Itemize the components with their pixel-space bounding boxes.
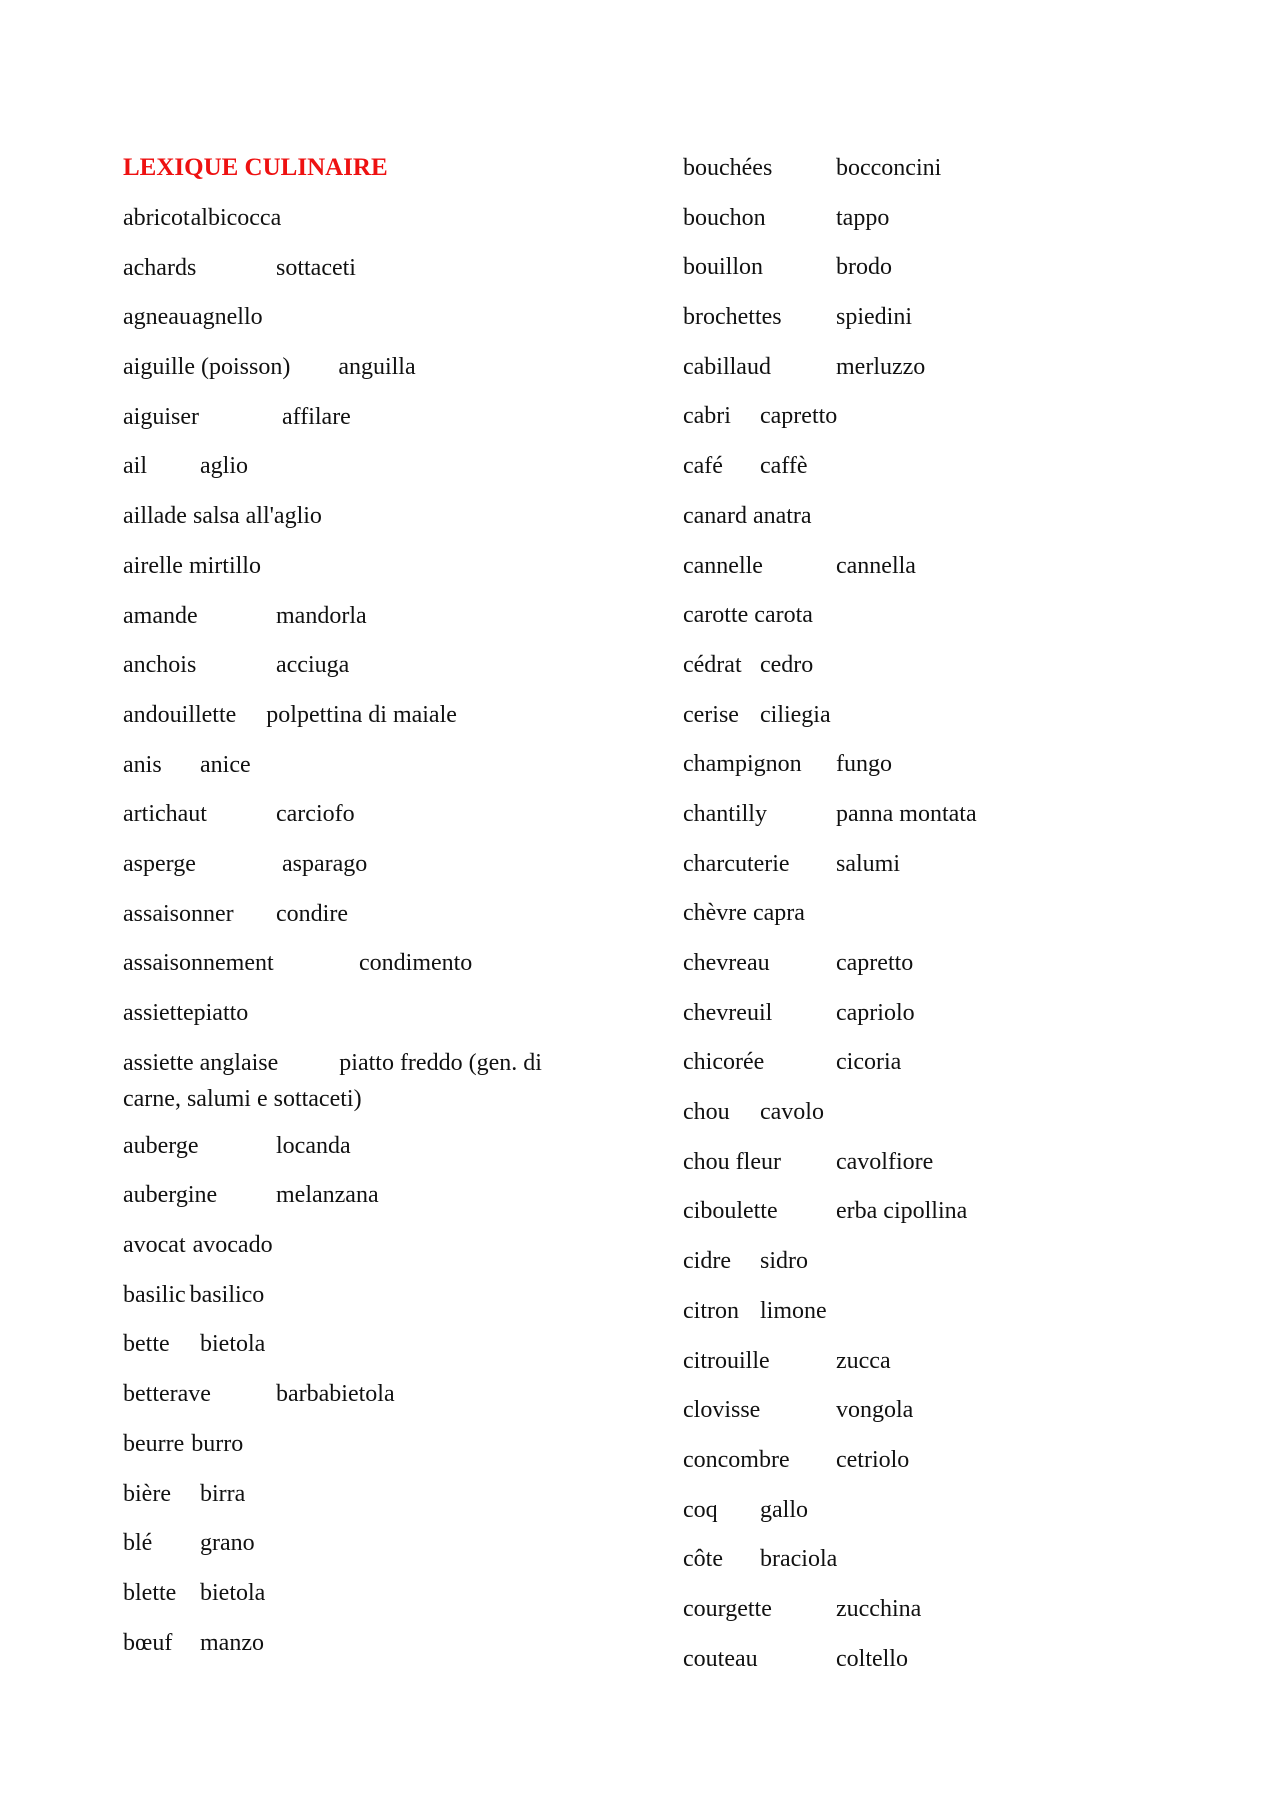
glossary-entry	[683, 349, 1103, 399]
glossary-entry	[683, 249, 1103, 299]
italian-translation: zucca	[836, 1347, 891, 1374]
italian-translation: cicoria	[836, 1049, 902, 1076]
french-term: airelle	[123, 552, 183, 579]
italian-translation: salumi	[836, 850, 900, 877]
glossary-entry	[683, 746, 1103, 796]
italian-translation: affilare	[282, 403, 351, 430]
french-term: concombre	[683, 1446, 790, 1473]
italian-translation: caffè	[760, 453, 808, 480]
french-term: bière	[123, 1480, 171, 1507]
italian-translation: carciofo	[276, 801, 355, 828]
french-term: basilic	[123, 1281, 186, 1308]
french-term: brochettes	[683, 304, 782, 331]
french-term: bouchées	[683, 155, 773, 181]
glossary-entry	[123, 1476, 593, 1526]
glossary-entry	[123, 349, 593, 399]
italian-translation: gallo	[760, 1496, 808, 1523]
glossary-entry	[683, 1044, 1103, 1094]
glossary-entry	[123, 747, 593, 797]
glossary-entry	[123, 1326, 593, 1376]
glossary-entry	[683, 1442, 1103, 1492]
glossary-entry	[683, 1541, 1103, 1591]
french-term: chicorée	[683, 1049, 765, 1076]
italian-translation: asparago	[282, 850, 368, 877]
glossary-entry	[683, 895, 1103, 945]
french-term: clovisse	[683, 1397, 761, 1424]
italian-translation: acciuga	[276, 652, 350, 679]
italian-translation: locanda	[276, 1132, 351, 1159]
italian-translation: sidro	[760, 1248, 808, 1275]
glossary-entry	[123, 697, 593, 747]
french-term: amande	[123, 602, 198, 629]
french-term: assaisonner	[123, 900, 234, 927]
italian-translation: cetriolo	[836, 1446, 910, 1473]
glossary-entry	[123, 448, 593, 498]
italian-translation: manzo	[200, 1629, 264, 1656]
italian-translation: mandorla	[276, 602, 367, 629]
french-term: cabri	[683, 403, 731, 430]
italian-translation: capriolo	[836, 999, 915, 1026]
french-term: avocat	[123, 1232, 186, 1259]
french-term: aillade	[123, 503, 187, 530]
french-term: chou	[683, 1099, 730, 1126]
glossary-entry	[123, 647, 593, 697]
glossary-entry	[683, 697, 1103, 747]
italian-translation: salsa all'aglio	[192, 503, 322, 530]
glossary-entry	[683, 945, 1103, 995]
french-term: couteau	[683, 1645, 758, 1672]
glossary-entry	[123, 1128, 593, 1178]
french-term: agneau	[123, 304, 191, 331]
glossary-entry	[683, 299, 1103, 349]
french-term: betterave	[123, 1381, 211, 1408]
french-term: bette	[123, 1331, 170, 1358]
italian-translation: mirtillo	[188, 552, 261, 579]
glossary-entry	[123, 1426, 593, 1476]
italian-translation: grano	[200, 1530, 255, 1557]
glossary-entry	[123, 846, 593, 896]
glossary-entry	[683, 1193, 1103, 1243]
italian-translation: bietola	[200, 1579, 266, 1606]
glossary-entry	[123, 945, 593, 995]
glossary-entry	[123, 1575, 593, 1625]
glossary-entry	[123, 1277, 593, 1327]
italian-translation: anice	[200, 751, 251, 778]
italian-translation: sottaceti	[276, 254, 356, 281]
glossary-entry	[123, 1625, 593, 1675]
glossary-entry	[683, 1641, 1103, 1691]
french-term: aubergine	[123, 1182, 218, 1209]
glossary-entry	[123, 1045, 593, 1128]
italian-translation: tappo	[836, 204, 890, 231]
french-term: assiette	[123, 1000, 194, 1026]
glossary-entry	[683, 796, 1103, 846]
glossary-entry	[683, 1392, 1103, 1442]
french-term: cannelle	[683, 552, 763, 579]
french-term: achards	[123, 254, 197, 281]
italian-translation: coltello	[836, 1645, 908, 1672]
italian-translation: burro	[191, 1430, 244, 1457]
french-term: anis	[123, 751, 162, 778]
left-glossary-list	[123, 200, 593, 1674]
french-term: assiette anglaise	[123, 1049, 279, 1076]
french-term: auberge	[123, 1132, 199, 1159]
italian-translation: barbabietola	[276, 1381, 395, 1408]
french-term: blette	[123, 1579, 177, 1606]
french-term: chantilly	[683, 800, 767, 827]
french-term: cidre	[683, 1248, 731, 1275]
french-term: citron	[683, 1297, 739, 1324]
glossary-entry	[683, 1144, 1103, 1194]
glossary-entry	[683, 448, 1103, 498]
italian-translation: anatra	[752, 502, 812, 529]
glossary-entry	[123, 399, 593, 449]
french-term: beurre	[123, 1430, 185, 1457]
italian-translation: capretto	[836, 950, 914, 976]
italian-translation: avocado	[192, 1232, 273, 1259]
french-term: chèvre	[683, 900, 747, 927]
italian-translation: basilico	[189, 1281, 265, 1308]
french-term: cabillaud	[683, 353, 771, 380]
italian-translation: aglio	[200, 453, 248, 480]
french-term: ail	[123, 453, 147, 480]
page-title: LEXIQUE CULINAIRE	[123, 154, 388, 181]
italian-translation: bietola	[200, 1331, 266, 1358]
italian-translation: vongola	[836, 1397, 914, 1424]
glossary-entry	[683, 548, 1103, 598]
glossary-entry	[123, 498, 593, 548]
glossary-entry	[123, 299, 593, 349]
italian-translation: condimento	[359, 950, 473, 977]
glossary-entry	[683, 498, 1103, 548]
french-term: courgette	[683, 1595, 772, 1622]
right-column	[683, 150, 1103, 1690]
italian-translation: piatto freddo (gen. di carne, salumi e sottaceti)	[123, 1049, 542, 1112]
french-term: aiguille (poisson)	[123, 354, 291, 381]
french-term: andouillette	[123, 701, 237, 728]
french-term: cédrat	[683, 651, 742, 678]
italian-translation: birra	[200, 1480, 246, 1507]
glossary-entry	[123, 796, 593, 846]
french-term: bouillon	[683, 254, 764, 281]
glossary-entry	[123, 1525, 593, 1575]
french-term: ciboulette	[683, 1198, 778, 1225]
french-term: charcuterie	[683, 850, 790, 877]
italian-translation: capra	[752, 900, 805, 927]
italian-translation: zucchina	[836, 1595, 922, 1622]
italian-translation: bocconcini	[836, 155, 942, 181]
french-term: chevreuil	[683, 999, 773, 1026]
french-term: chou fleur	[683, 1148, 781, 1175]
italian-translation: agnello	[191, 304, 263, 331]
glossary-entry	[683, 1591, 1103, 1641]
italian-translation: cedro	[760, 651, 814, 678]
glossary-entry	[123, 250, 593, 300]
glossary-entry	[683, 647, 1103, 697]
french-term: champignon	[683, 751, 802, 778]
italian-translation: anguilla	[338, 354, 416, 381]
french-term: bouchon	[683, 204, 766, 231]
italian-translation: carota	[754, 602, 813, 629]
italian-translation: cavolo	[760, 1099, 824, 1126]
glossary-entry	[683, 398, 1103, 448]
italian-translation: panna montata	[836, 800, 977, 827]
italian-translation: albicocca	[190, 205, 282, 231]
italian-translation: limone	[760, 1297, 827, 1324]
french-term: bœuf	[123, 1629, 173, 1656]
glossary-entry	[683, 1492, 1103, 1542]
italian-translation: polpettina di maiale	[266, 701, 457, 728]
french-term: chevreau	[683, 950, 770, 976]
glossary-entry	[123, 200, 593, 250]
glossary-entry	[123, 896, 593, 946]
french-term: côte	[683, 1546, 723, 1573]
glossary-entry	[683, 597, 1103, 647]
glossary-entry	[683, 1243, 1103, 1293]
italian-translation: cannella	[836, 552, 916, 579]
french-term: aiguiser	[123, 403, 199, 430]
glossary-entry	[123, 1227, 593, 1277]
glossary-entry	[123, 1376, 593, 1426]
italian-translation: brodo	[836, 254, 892, 281]
italian-translation: erba cipollina	[836, 1198, 968, 1225]
glossary-entry	[683, 1293, 1103, 1343]
italian-translation: cavolfiore	[836, 1148, 934, 1175]
french-term: carotte	[683, 602, 749, 629]
glossary-entry	[683, 200, 1103, 250]
glossary-entry	[683, 1343, 1103, 1393]
left-column	[123, 150, 593, 1674]
italian-translation: ciliegia	[760, 701, 831, 728]
italian-translation: merluzzo	[836, 353, 926, 380]
french-term: artichaut	[123, 801, 207, 828]
french-term: blé	[123, 1530, 153, 1557]
glossary-entry	[683, 150, 1103, 200]
glossary-entry	[683, 846, 1103, 896]
italian-translation: capretto	[760, 403, 838, 430]
french-term: asperge	[123, 850, 196, 877]
glossary-entry	[123, 548, 593, 598]
french-term: anchois	[123, 652, 197, 679]
french-term: assaisonnement	[123, 950, 274, 977]
glossary-entry	[683, 995, 1103, 1045]
italian-translation: condire	[276, 900, 348, 927]
italian-translation: braciola	[760, 1546, 838, 1573]
french-term: citrouille	[683, 1347, 770, 1374]
italian-translation: fungo	[836, 751, 892, 778]
french-term: canard	[683, 502, 747, 529]
french-term: coq	[683, 1496, 718, 1523]
french-term: cerise	[683, 701, 739, 728]
glossary-entry	[123, 598, 593, 648]
glossary-entry	[123, 995, 593, 1045]
right-glossary-list	[683, 150, 1103, 1690]
glossary-entry	[683, 1094, 1103, 1144]
italian-translation: spiedini	[836, 304, 912, 331]
glossary-entry	[123, 1177, 593, 1227]
french-term: café	[683, 453, 723, 480]
italian-translation: piatto	[193, 1000, 249, 1026]
italian-translation: melanzana	[276, 1182, 379, 1209]
french-term: abricot	[123, 205, 190, 231]
